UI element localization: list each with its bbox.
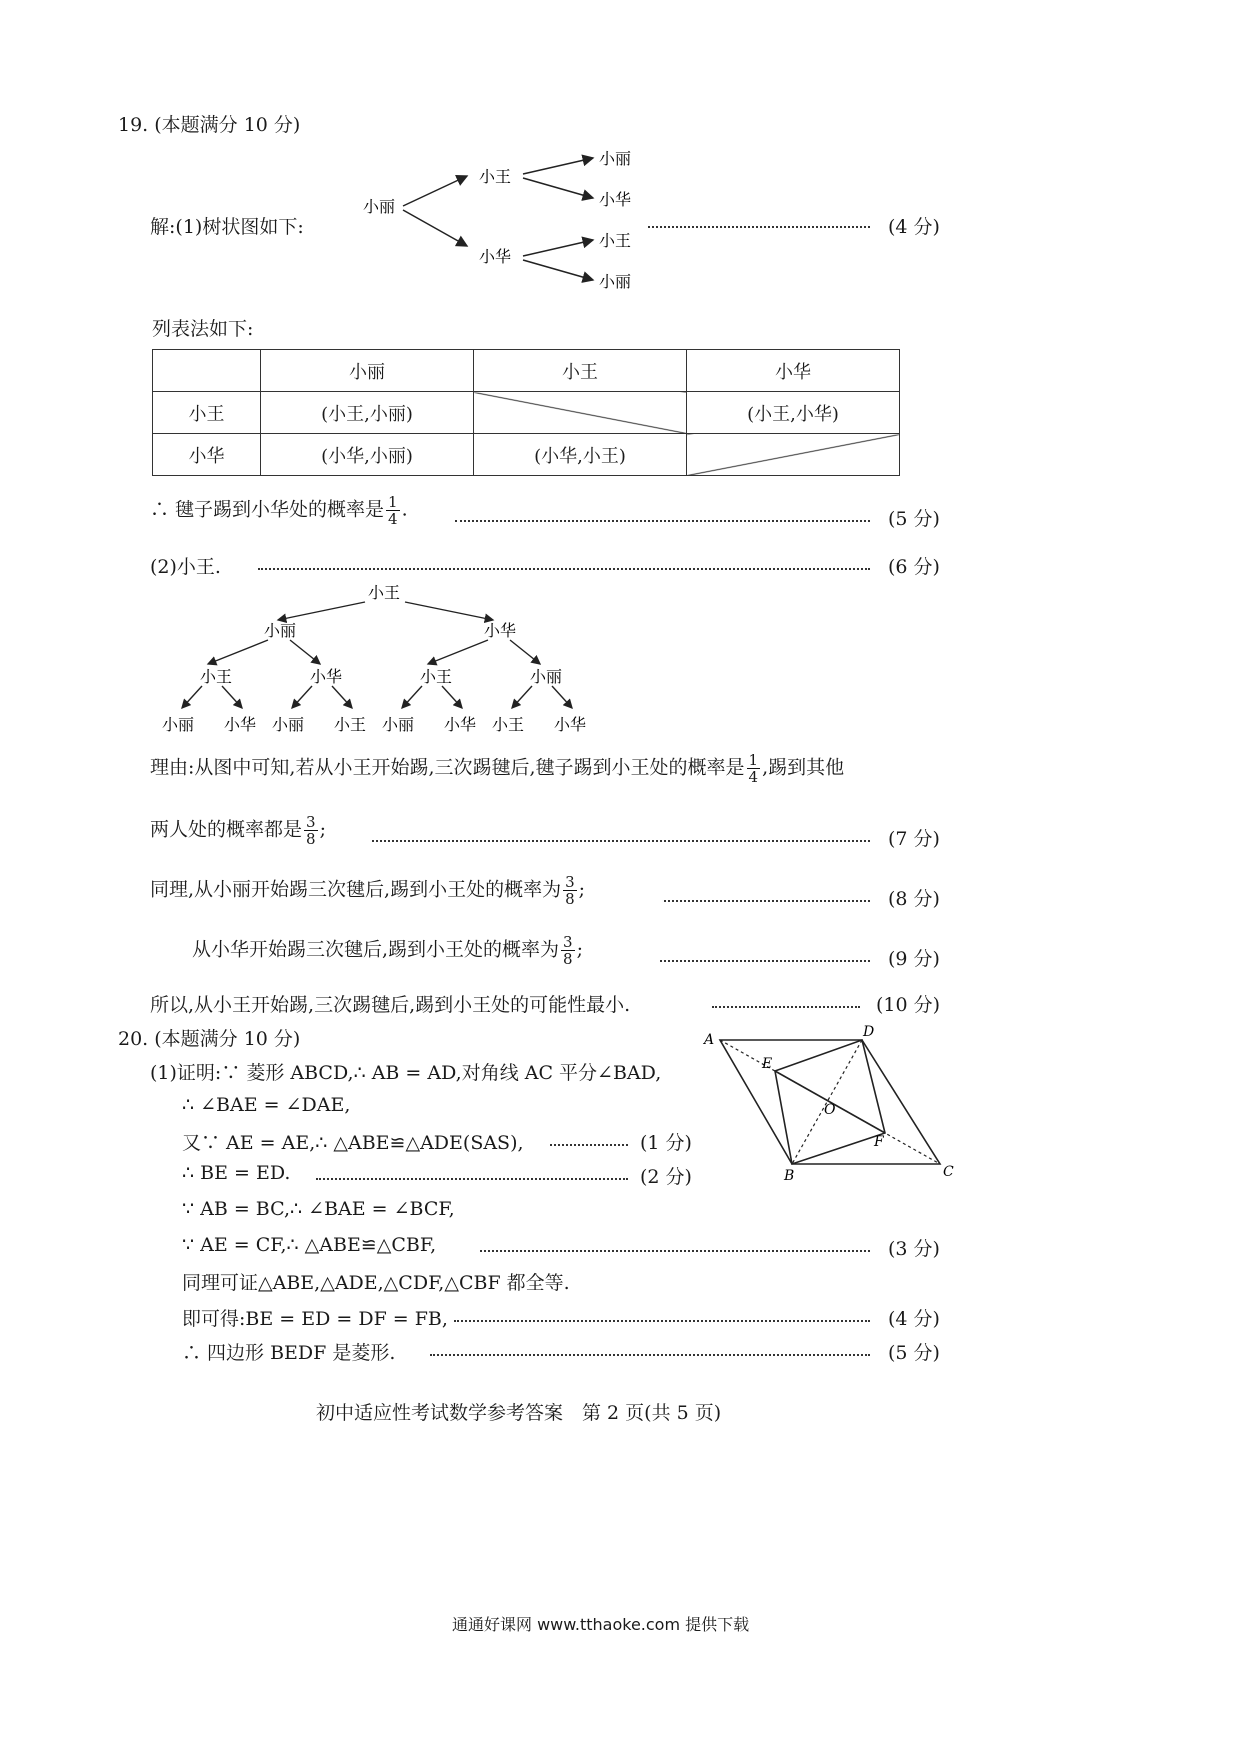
leader-dots — [664, 900, 870, 902]
proof-line-8: 即可得:BE = ED = DF = FB, — [182, 1308, 448, 1330]
diagonal-cell — [687, 434, 900, 476]
label-f: F — [874, 1134, 884, 1150]
table-header-cell — [153, 350, 261, 392]
frac-den: 8 — [306, 830, 316, 848]
tree1-l2-1: 小华 — [599, 190, 632, 209]
table-cell: (小王,小丽) — [261, 392, 474, 434]
page-footer: 初中适应性考试数学参考答案 第 2 页(共 5 页) — [316, 1402, 722, 1424]
proof-line-6: ∵ AE = CF,∴ △ABE≌△CBF, — [182, 1234, 437, 1256]
tree2-l2-0: 小王 — [200, 667, 233, 686]
table-header-cell: 小华 — [687, 350, 900, 392]
proof-line-9: ∴ 四边形 BEDF 是菱形. — [182, 1342, 396, 1364]
reason-1-suffix: ,踢到其他 — [762, 756, 845, 779]
leader-dots — [258, 568, 870, 570]
leader-dots — [454, 1320, 870, 1322]
score-4: (4 分) — [888, 216, 940, 238]
label-c: C — [943, 1164, 954, 1180]
table-cell: 小王 — [153, 392, 261, 434]
score-q20-1: (1 分) — [640, 1132, 692, 1154]
reason-4 — [192, 934, 583, 967]
fraction — [386, 494, 400, 527]
tree2-l3-2: 小丽 — [272, 715, 305, 734]
tree2-l3-6: 小王 — [492, 715, 525, 734]
frac-den: 4 — [748, 768, 759, 786]
frac-num: 3 — [306, 813, 316, 831]
part2: (2)小王. — [150, 556, 221, 578]
table-header-cell: 小丽 — [261, 350, 474, 392]
tree2-root: 小王 — [368, 584, 401, 602]
frac-den: 8 — [563, 950, 573, 968]
tree2-l3-3: 小王 — [334, 715, 367, 734]
reason-2 — [150, 814, 326, 847]
reason-2-suffix: ; — [319, 818, 326, 841]
proof-line-7: 同理可证△ABE,△ADE,△CDF,△CBF 都全等. — [182, 1272, 570, 1294]
score-q20-5: (5 分) — [888, 1342, 940, 1364]
tree2-l2-2: 小王 — [420, 667, 453, 686]
table-cell: (小华,小丽) — [261, 434, 474, 476]
tree2-l3-5: 小华 — [444, 715, 477, 734]
score-q20-3: (3 分) — [888, 1238, 940, 1260]
tree2-l3-7: 小华 — [554, 715, 587, 734]
leader-dots — [430, 1354, 870, 1356]
frac-den: 8 — [565, 890, 575, 908]
rhombus-figure — [700, 1020, 960, 1180]
leader-dots — [712, 1006, 860, 1008]
leader-dots — [660, 960, 870, 962]
label-e: E — [762, 1056, 773, 1072]
score-q20-4: (4 分) — [888, 1308, 940, 1330]
prob-line-text: ∴ 毽子踢到小华处的概率是 — [150, 498, 385, 521]
leader-dots — [648, 226, 870, 228]
score-q20-2: (2 分) — [640, 1166, 692, 1188]
reason-4-text: 从小华开始踢三次毽后,踢到小王处的概率为 — [192, 938, 560, 961]
leader-dots — [550, 1144, 628, 1146]
score-10: (10 分) — [876, 994, 941, 1016]
proof-line-1: (1)证明:∵ 菱形 ABCD,∴ AB = AD,对角线 AC 平分∠BAD, — [150, 1062, 662, 1084]
leader-dots — [455, 520, 870, 522]
reason-3-suffix: ; — [578, 878, 586, 901]
proof-line-3: 又∵ AE = AE,∴ △ABE≌△ADE(SAS), — [182, 1132, 524, 1154]
label-b: B — [784, 1168, 795, 1180]
table-cell: 小华 — [153, 434, 261, 476]
reason-4-suffix: ; — [576, 938, 583, 961]
tree1-l2-0: 小丽 — [599, 149, 632, 168]
tree1-l2-2: 小王 — [599, 231, 632, 250]
tree2-l3-0: 小丽 — [162, 715, 195, 734]
conclusion: 所以,从小王开始踢,三次踢毽后,踢到小王处的可能性最小. — [150, 994, 631, 1016]
frac-num: 1 — [748, 751, 759, 769]
probability-table — [152, 349, 900, 476]
fraction — [561, 934, 575, 967]
score-7: (7 分) — [888, 828, 940, 850]
frac-den: 4 — [388, 510, 398, 528]
proof-line-4: ∴ BE = ED. — [182, 1162, 291, 1184]
q19-header: 19. (本题满分 10 分) — [118, 114, 301, 136]
fraction — [747, 752, 761, 785]
reason-3 — [150, 874, 585, 907]
label-d: D — [863, 1024, 875, 1040]
tree1-l1-0: 小王 — [479, 167, 512, 186]
tree1-l2-3: 小丽 — [599, 272, 632, 291]
q19-intro: 解:(1)树状图如下: — [150, 216, 304, 238]
reason-2-text: 两人处的概率都是 — [150, 818, 303, 841]
frac-num: 1 — [388, 493, 398, 511]
tree1-root: 小丽 — [363, 197, 396, 216]
label-a: A — [704, 1032, 715, 1048]
tree2-l3-1: 小华 — [224, 715, 257, 734]
tree-diagram-2 — [160, 584, 600, 739]
tree2-l1-0: 小丽 — [264, 621, 297, 640]
leader-dots — [480, 1250, 870, 1252]
frac-num: 3 — [565, 873, 575, 891]
tree-diagram-1 — [355, 140, 665, 300]
table-intro: 列表法如下: — [152, 318, 254, 340]
prob-line-suffix: . — [401, 498, 408, 521]
label-o: O — [824, 1102, 836, 1118]
table-cell: (小华,小王) — [474, 434, 687, 476]
fraction — [304, 814, 318, 847]
reason-1 — [150, 752, 844, 785]
score-5: (5 分) — [888, 508, 940, 530]
q20-header: 20. (本题满分 10 分) — [118, 1028, 301, 1050]
prob-line — [150, 494, 408, 527]
watermark: 通通好课网 www.tthaoke.com 提供下载 — [452, 1615, 750, 1634]
proof-line-5: ∵ AB = BC,∴ ∠BAE = ∠BCF, — [182, 1198, 455, 1220]
score-9: (9 分) — [888, 948, 940, 970]
leader-dots — [372, 840, 870, 842]
tree2-l3-4: 小丽 — [382, 715, 415, 734]
proof-line-2: ∴ ∠BAE = ∠DAE, — [182, 1094, 351, 1116]
score-6: (6 分) — [888, 556, 940, 578]
table-cell: (小王,小华) — [687, 392, 900, 434]
tree1-l1-1: 小华 — [479, 247, 512, 266]
score-8: (8 分) — [888, 888, 940, 910]
frac-num: 3 — [563, 933, 573, 951]
tree2-l2-1: 小华 — [310, 667, 343, 686]
diagonal-cell — [474, 392, 687, 434]
fraction — [563, 874, 577, 907]
tree2-l2-3: 小丽 — [530, 667, 563, 686]
reason-1-text: 理由:从图中可知,若从小王开始踢,三次踢毽后,毽子踢到小王处的概率是 — [150, 756, 745, 779]
tree2-l1-1: 小华 — [484, 621, 517, 640]
table-header-cell: 小王 — [474, 350, 687, 392]
reason-3-text: 同理,从小丽开始踢三次毽后,踢到小王处的概率为 — [150, 878, 562, 901]
leader-dots — [316, 1178, 628, 1180]
